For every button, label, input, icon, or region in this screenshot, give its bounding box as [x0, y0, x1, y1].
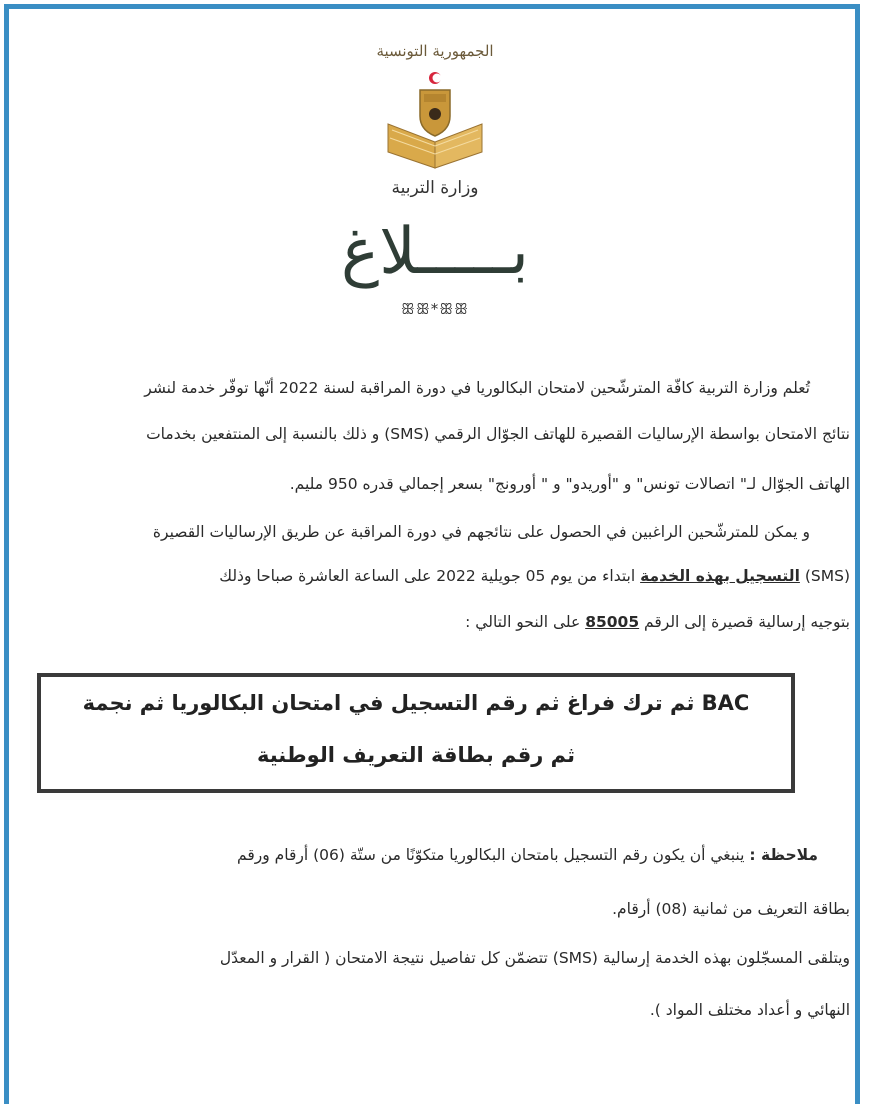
paragraph-1-line-3: الهاتف الجوّال لـ" اتصالات تونس" و "أوريدو" و " أورونج" بسعر إجمالي قدره 950 مليم.: [289, 475, 850, 493]
paragraph-3: [20, 948, 850, 1028]
paragraph-2-line-1: و يمكن للمترشّحين الراغبين في الحصول على نتائجهم في دورة المراقبة عن طريق الإرساليات القصيرة: [152, 523, 810, 541]
paragraph-2-line-3: [20, 612, 850, 632]
sms-format-box: [37, 673, 795, 793]
paragraph-1-line-2: نتائج الامتحان بواسطة الإرساليات القصيرة للهاتف الجوّال الرقمي (SMS) و ذلك بالنسبة إلى المنتفعين بخدمات: [146, 425, 850, 443]
note-text: ينبغي أن يكون رقم التسجيل بامتحان البكالوريا متكوّنًا من ستّة (06) أرقام ورقم: [237, 846, 750, 864]
note-label: ملاحظة :: [749, 846, 818, 864]
sms-label: (SMS): [799, 567, 850, 585]
title-ornament: ꕥꕥ*ꕥꕥ: [400, 300, 470, 318]
paragraph-3-line-2: النهائي و أعداد مختلف المواد ).: [649, 1001, 850, 1019]
paragraph-2: [20, 522, 850, 632]
sms-format-line-1: BAC ثم ترك فراغ ثم رقم التسجيل في امتحان البكالوريا ثم نجمة: [82, 691, 750, 715]
note-line-2: بطاقة التعريف من ثمانية (08) أرقام.: [612, 900, 850, 918]
document-title: بـــــلاغ: [341, 215, 529, 289]
tunisia-education-emblem-icon: [380, 68, 490, 172]
paragraph-1: [20, 378, 850, 498]
note-line-1: [20, 845, 850, 865]
paragraph-3-line-1: ويتلقى المسجّلون بهذه الخدمة إرسالية (SMS) تتضمّن كل تفاصيل نتيجة الامتحان ( القرار و المعدّل: [219, 949, 850, 967]
paragraph-2-line-2: [20, 566, 850, 586]
sms-number: 85005: [585, 613, 640, 631]
register-service-emphasis: التسجيل بهذه الخدمة: [640, 567, 800, 585]
paragraph-1-line-1: تُعلم وزارة التربية كافّة المترشّحين لامتحان البكالوريا في دورة المراقبة لسنة 2022 أنّها توفّر خدمة لنشر: [144, 379, 810, 397]
send-sms-text: بتوجيه إرسالية قصيرة إلى الرقم: [639, 613, 850, 631]
as-follows-text: على النحو التالي :: [465, 613, 586, 631]
note-section: [20, 845, 850, 925]
sms-format-line-2: ثم رقم بطاقة التعريف الوطنية: [257, 743, 575, 767]
republic-heading: الجمهورية التونسية: [376, 42, 494, 60]
start-date-text: ابتداء من يوم 05 جويلية 2022 على الساعة العاشرة صباحا وذلك: [219, 567, 641, 585]
ministry-name: وزارة التربية: [391, 178, 479, 198]
document-header: [0, 40, 870, 200]
